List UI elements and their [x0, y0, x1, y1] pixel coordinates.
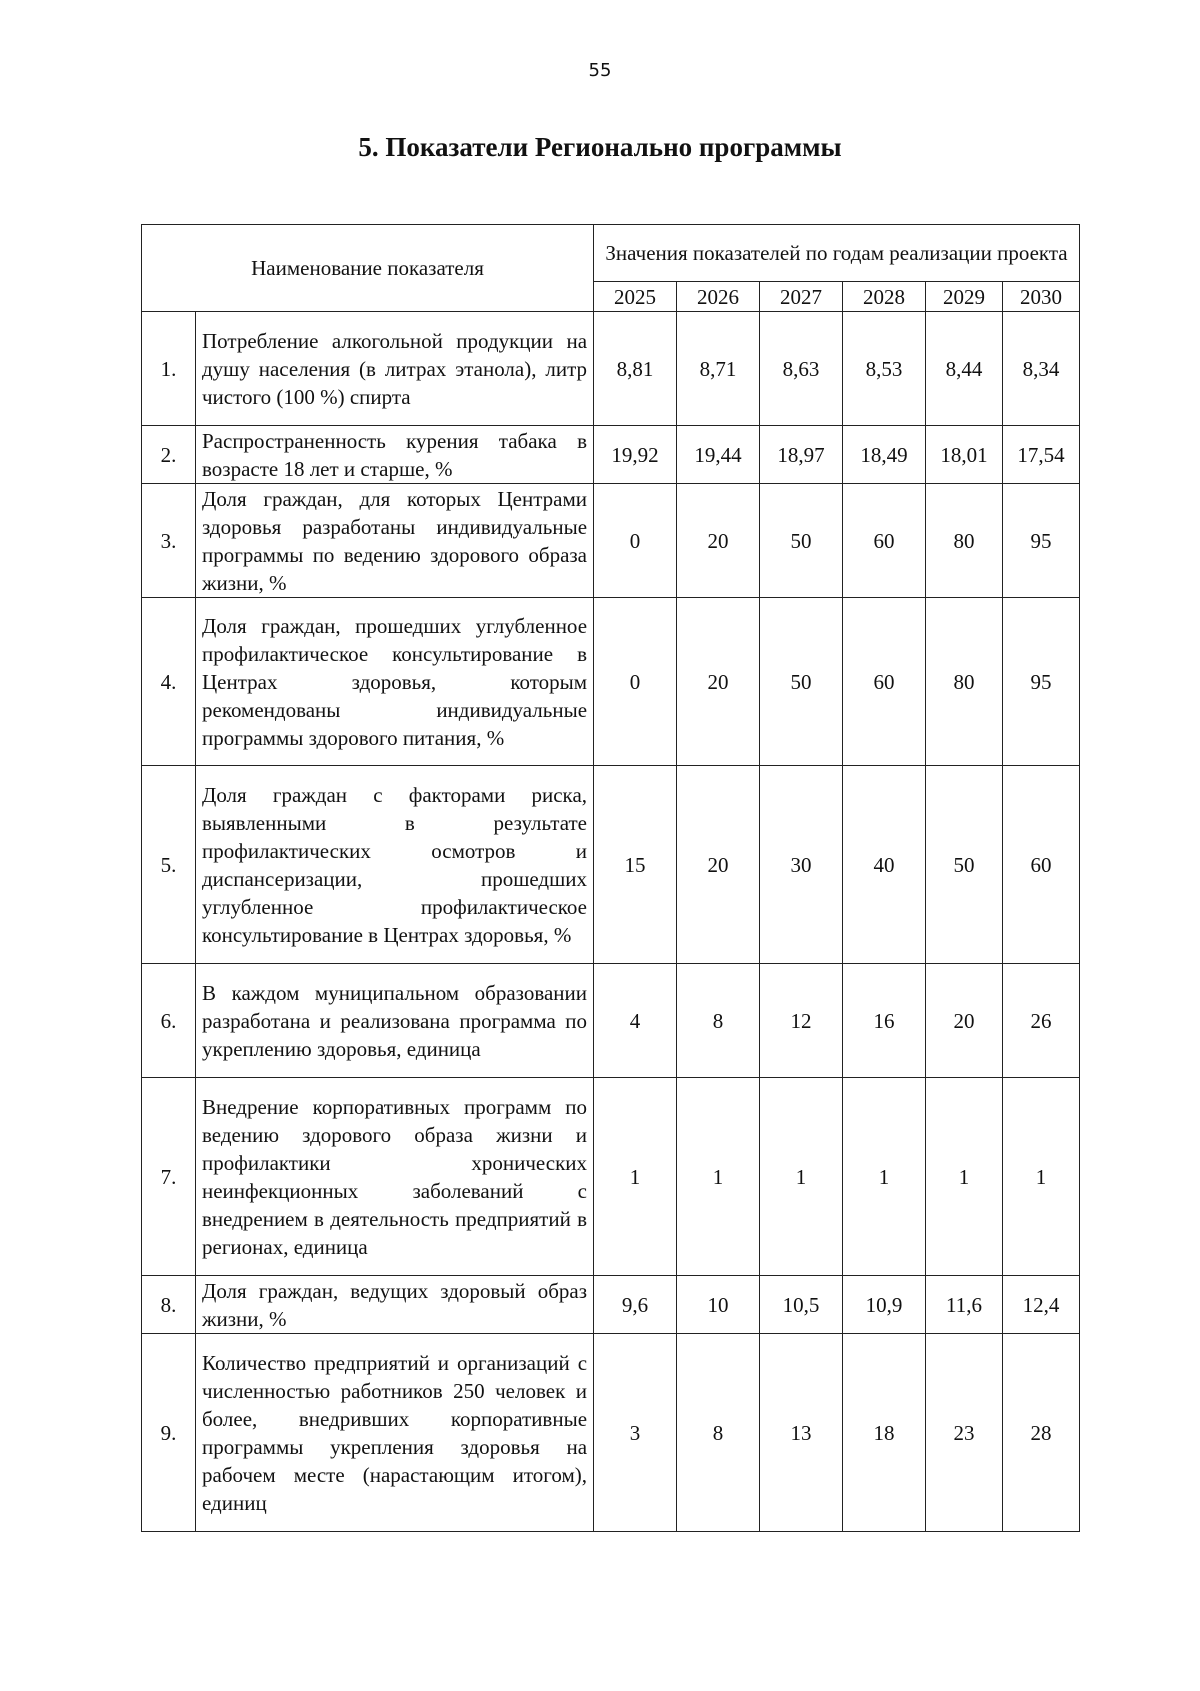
value-cell: 8,34: [1003, 312, 1080, 426]
row-number: 3.: [142, 484, 196, 598]
indicator-name: Доля граждан, для которых Центрами здоровья разработаны индивидуальные программы по ведению здорового образа жизни, %: [196, 484, 594, 598]
value-cell: 50: [760, 598, 843, 766]
table-row: [142, 312, 1080, 426]
value-cell: 13: [760, 1334, 843, 1532]
value-cell: 1: [926, 1078, 1003, 1276]
indicator-name: Доля граждан с факторами риска, выявленными в результате профилактических осмотров и диспансеризации, прошедших углубленное профилактическое консультирование в Центрах здоровья, %: [196, 766, 594, 964]
value-cell: 60: [1003, 766, 1080, 964]
indicator-name: Внедрение корпоративных программ по ведению здорового образа жизни и профилактики хронических неинфекционных заболеваний с внедрением в деятельность предприятий в регионах, единица: [196, 1078, 594, 1276]
value-cell: 95: [1003, 598, 1080, 766]
value-cell: 4: [594, 964, 677, 1078]
header-year: 2026: [677, 282, 760, 312]
row-number: 5.: [142, 766, 196, 964]
value-cell: 8,63: [760, 312, 843, 426]
value-cell: 30: [760, 766, 843, 964]
header-values-by-year: Значения показателей по годам реализации проекта: [594, 225, 1080, 282]
value-cell: 80: [926, 598, 1003, 766]
value-cell: 18: [843, 1334, 926, 1532]
indicator-name: Распространенность курения табака в возрасте 18 лет и старше, %: [196, 426, 594, 484]
indicator-name: Количество предприятий и организаций с численностью работников 250 человек и более, внедривших корпоративные программы укрепления здоровья на рабочем месте (нарастающим итогом), единиц: [196, 1334, 594, 1532]
value-cell: 19,92: [594, 426, 677, 484]
value-cell: 10,5: [760, 1276, 843, 1334]
value-cell: 15: [594, 766, 677, 964]
page-number: 55: [588, 60, 612, 81]
row-number: 2.: [142, 426, 196, 484]
value-cell: 1: [677, 1078, 760, 1276]
value-cell: 20: [677, 598, 760, 766]
value-cell: 1: [1003, 1078, 1080, 1276]
value-cell: 8,71: [677, 312, 760, 426]
value-cell: 28: [1003, 1334, 1080, 1532]
value-cell: 10: [677, 1276, 760, 1334]
row-number: 7.: [142, 1078, 196, 1276]
value-cell: 50: [926, 766, 1003, 964]
table-row: [142, 1276, 1080, 1334]
value-cell: 0: [594, 598, 677, 766]
page-title: 5. Показатели Регионально программы: [358, 132, 842, 162]
value-cell: 20: [677, 766, 760, 964]
value-cell: 1: [760, 1078, 843, 1276]
value-cell: 3: [594, 1334, 677, 1532]
value-cell: 60: [843, 484, 926, 598]
value-cell: 18,49: [843, 426, 926, 484]
table-row: [142, 766, 1080, 964]
value-cell: 50: [760, 484, 843, 598]
header-year: 2030: [1003, 282, 1080, 312]
value-cell: 60: [843, 598, 926, 766]
value-cell: 16: [843, 964, 926, 1078]
value-cell: 12,4: [1003, 1276, 1080, 1334]
value-cell: 19,44: [677, 426, 760, 484]
table-row: [142, 598, 1080, 766]
header-year: 2029: [926, 282, 1003, 312]
value-cell: 23: [926, 1334, 1003, 1532]
value-cell: 11,6: [926, 1276, 1003, 1334]
row-number: 9.: [142, 1334, 196, 1532]
indicator-name: Потребление алкогольной продукции на душу населения (в литрах этанола), литр чистого (100 %) спирта: [196, 312, 594, 426]
value-cell: 8,44: [926, 312, 1003, 426]
value-cell: 80: [926, 484, 1003, 598]
row-number: 8.: [142, 1276, 196, 1334]
value-cell: 8,53: [843, 312, 926, 426]
indicator-name: В каждом муниципальном образовании разработана и реализована программа по укреплению здоровья, единица: [196, 964, 594, 1078]
indicators-table: [141, 224, 1080, 1532]
value-cell: 8: [677, 964, 760, 1078]
value-cell: 17,54: [1003, 426, 1080, 484]
table-row: [142, 1334, 1080, 1532]
value-cell: 9,6: [594, 1276, 677, 1334]
header-indicator-name: Наименование показателя: [142, 225, 594, 312]
table-row: [142, 426, 1080, 484]
row-number: 4.: [142, 598, 196, 766]
value-cell: 26: [1003, 964, 1080, 1078]
value-cell: 1: [843, 1078, 926, 1276]
value-cell: 95: [1003, 484, 1080, 598]
value-cell: 18,01: [926, 426, 1003, 484]
indicator-name: Доля граждан, ведущих здоровый образ жизни, %: [196, 1276, 594, 1334]
row-number: 1.: [142, 312, 196, 426]
header-year: 2027: [760, 282, 843, 312]
table-row: [142, 1078, 1080, 1276]
value-cell: 20: [926, 964, 1003, 1078]
value-cell: 8,81: [594, 312, 677, 426]
value-cell: 12: [760, 964, 843, 1078]
table-row: [142, 484, 1080, 598]
value-cell: 0: [594, 484, 677, 598]
table-row: [142, 964, 1080, 1078]
header-row: [142, 225, 1080, 282]
value-cell: 40: [843, 766, 926, 964]
value-cell: 18,97: [760, 426, 843, 484]
value-cell: 20: [677, 484, 760, 598]
value-cell: 1: [594, 1078, 677, 1276]
value-cell: 10,9: [843, 1276, 926, 1334]
indicator-name: Доля граждан, прошедших углубленное профилактическое консультирование в Центрах здоровья, которым рекомендованы индивидуальные программы здорового питания, %: [196, 598, 594, 766]
header-year: 2025: [594, 282, 677, 312]
row-number: 6.: [142, 964, 196, 1078]
header-year: 2028: [843, 282, 926, 312]
value-cell: 8: [677, 1334, 760, 1532]
